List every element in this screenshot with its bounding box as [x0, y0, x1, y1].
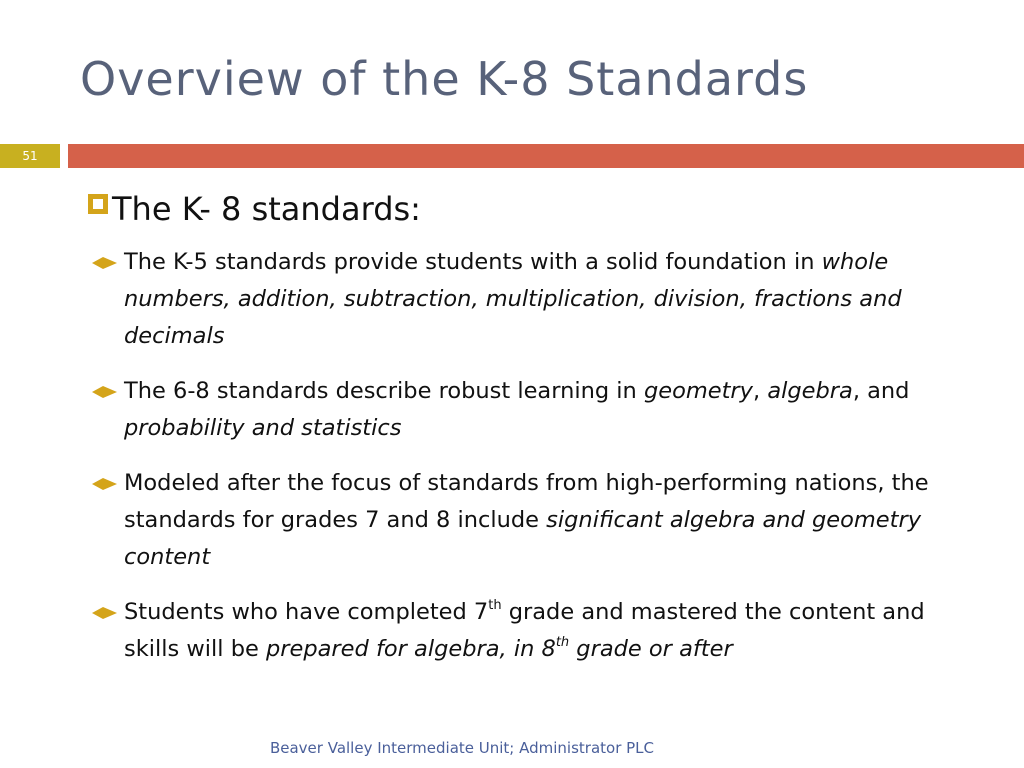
bullet-emphasis: probability and statistics — [124, 415, 402, 441]
sub-bullet-item — [92, 465, 962, 576]
bullet-emphasis: significant algebra and geometry content — [124, 507, 922, 570]
bullet-emphasis: grade or after — [569, 636, 733, 662]
bullet-text: Students who have completed 7 — [124, 599, 489, 625]
main-bullet — [88, 190, 421, 228]
bullet-text: , and — [852, 378, 910, 404]
bullet-emphasis: algebra — [767, 378, 853, 404]
sub-bullet-item — [92, 594, 962, 668]
slide-number: 51 — [0, 144, 60, 168]
bullet-text: The 6-8 standards describe robust learning in — [124, 378, 644, 404]
arrow-bullet-icon — [92, 386, 118, 398]
arrow-bullet-icon — [92, 478, 118, 490]
slide-footer: Beaver Valley Intermediate Unit; Administrator PLC — [269, 739, 655, 757]
square-bullet-icon — [88, 194, 108, 214]
superscript: th — [488, 597, 502, 613]
bullet-emphasis: prepared for algebra, in 8 — [265, 636, 556, 662]
bullet-emphasis: geometry — [643, 378, 753, 404]
slide-title: Overview of the K-8 Standards — [80, 52, 809, 106]
sub-bullet-list — [92, 244, 962, 686]
bullet-text: Modeled after the focus of standards from high-performing nations, the standards for grades 7 and 8 include — [124, 470, 929, 533]
arrow-bullet-icon — [92, 607, 118, 619]
sub-bullet-item — [92, 373, 962, 447]
bullet-text: grade and mastered the content and skills will be — [124, 599, 925, 662]
bullet-emphasis: whole numbers, addition, subtraction, multiplication, division, fractions and decimals — [124, 249, 902, 349]
title-accent-bar — [68, 144, 1024, 168]
sub-bullet-item — [92, 244, 962, 355]
arrow-bullet-icon — [92, 257, 118, 269]
bullet-text: , — [753, 378, 768, 404]
main-bullet-text: The K- 8 standards: — [112, 190, 421, 228]
superscript: th — [555, 634, 570, 650]
bullet-text: The K-5 standards provide students with a solid foundation in — [124, 249, 822, 275]
